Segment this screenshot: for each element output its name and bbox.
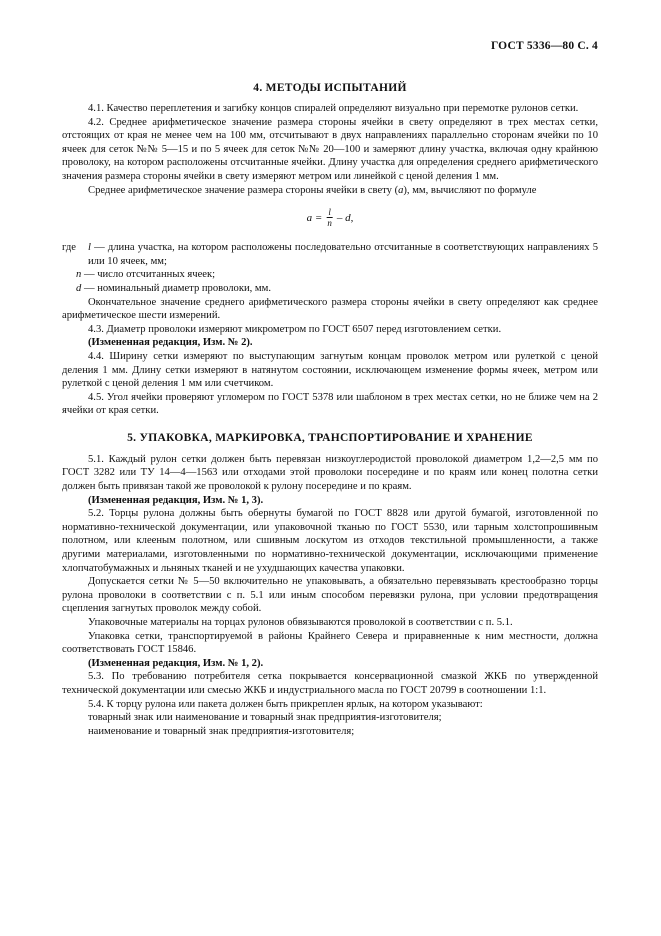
definition-n (62, 268, 598, 282)
paragraph-4-3: 4.3. Диаметр проволоки измеряют микрометром по ГОСТ 6507 перед изготовлением сетки. (88, 323, 502, 335)
formula (62, 197, 598, 241)
formula-denominator: n (327, 218, 332, 229)
paragraph-4-5: 4.5. Угол ячейки проверяют угломером по ГОСТ 5378 или шаблоном в трех местах сетки, но не ближе чем на 2 ячейки от края сетки. (62, 391, 598, 417)
formula-numerator: l (328, 207, 331, 218)
def-n-text: — число отсчитанных ячеек; (81, 269, 216, 281)
def-l-text: — длина участка, на котором расположены последовательно отсчитанные в соответствующих направлениях 5 или 10 ячеек, мм; (88, 242, 598, 267)
paragraph-5-2-d: Упаковка сетки, транспортируемой в районы Крайнего Севера и приравненные к ним местности, должна соответствовать ГОСТ 15846. (62, 630, 598, 656)
edit-note-5-1: (Измененная редакция, Изм. № 1, 3). (88, 494, 264, 506)
section-5-title: 5. УПАКОВКА, МАРКИРОВКА, ТРАНСПОРТИРОВАНИЕ И ХРАНЕНИЕ (127, 431, 533, 444)
formula-intro-b: ), мм, вычисляют по формуле (403, 184, 537, 196)
paragraph-5-2-b: Допускается сетки № 5—50 включительно не упаковывать, а обязательно перевязывать крестообразно торцы рулона проволоки в соответствии с п. 5.1 или иным способом перевязки рулона, при условии предотвращения сцепления загнутых проволок между собой. (62, 576, 598, 615)
def-l-var: l (88, 242, 91, 254)
formula-intro-a: Среднее арифметическое значение размера стороны ячейки в свету ( (88, 184, 399, 196)
paragraph-5-2: 5.2. Торцы рулона должны быть обернуты бумагой по ГОСТ 8828 или другой бумагой, изготовленной по нормативно-технической документации, или упаковочной тканью по ГОСТ 5530, или тарным холстопрошивным полотном, или клееным полотном, или сшивным лоскутом из отходов текстильной промышленности, а также другими материалами, изготовленными по нормативно-технической документации, исключающими применение хлопчатобумажных и льняных тканей и не ухудшающих качества упаковки. (62, 508, 598, 574)
paragraph-4-2: 4.2. Среднее арифметическое значение размера стороны ячейки в свету определяют в трех местах сетки, отстоящих от края не менее чем на 100 мм, отсчитывают в двух направлениях параллельно сторонам ячейки по 10 ячеек для сеток №№ 5—15 и по 5 ячеек для сеток №№ 20—100 и замеряют длину участка, включая одну крайнюю проволоку, на котором расположены отсчитанные ячейки. Длину участка для определения среднего арифметического значения размера стороны ячейки в свету измеряют метром или линейкой с ценой деления 1 мм. (62, 116, 598, 182)
paragraph-4-4: 4.4. Ширину сетки измеряют по выступающим загнутым концам проволок метром или рулеткой с ценой деления 1 мм. Длину сетки измеряют в натянутом состоянии, исключающем изменение формы ячеек, метром или рулеткой с ценой деления 1 мм или счетчиком. (62, 350, 598, 390)
formula-rhs: – d, (336, 211, 354, 224)
def-d-var: d (76, 282, 82, 294)
section-4-title: 4. МЕТОДЫ ИСПЫТАНИЙ (253, 82, 407, 94)
def-d-text: — номинальный диаметр проволоки, мм. (81, 282, 271, 294)
definition-l (62, 241, 598, 268)
definition-d (62, 282, 598, 296)
paragraph-5-3: 5.3. По требованию потребителя сетка покрывается консервационной смазкой ЖКБ по утвержденной технической документации или смесью ЖКБ и индустриального масла по ГОСТ 20799 в соотношении 1:1. (62, 671, 598, 696)
formula-fraction (325, 207, 334, 228)
list-item: наименование и товарный знак предприятия-изготовителя; (88, 725, 355, 737)
def-n-var: n (76, 269, 82, 281)
paragraph-4-1: 4.1. Качество переплетения и загибку концов спиралей определяют визуально при перемотке рулонов сетки. (88, 103, 579, 114)
list-item: товарный знак или наименование и товарный знак предприятия-изготовителя; (88, 712, 442, 724)
paragraph-5-4: 5.4. К торцу рулона или пакета должен быть прикреплен ярлык, на котором указывают: (88, 698, 483, 710)
paragraph-final-value: Окончательное значение среднего арифметического размера стороны ячейки в свету определяют как среднее арифметическое шести измерений. (62, 296, 598, 322)
paragraph-5-1: 5.1. Каждый рулон сетки должен быть перевязан низкоуглеродистой проволокой диаметром 1,2—2,5 мм по ГОСТ 3282 или ТУ 14—4—1563 или отходами этой проволоки посередине и по краям или конец полотна сетки должен быть привязан такой же проволокой к рулону посередине и по краям. (62, 453, 598, 493)
formula-intro (62, 184, 598, 198)
edit-note-5-2: (Измененная редакция, Изм. № 1, 2). (88, 657, 264, 669)
document-page (62, 40, 598, 738)
edit-note-4-3: (Измененная редакция, Изм. № 2). (88, 337, 253, 349)
formula-lhs: a = (306, 211, 323, 224)
formula-intro-var: a (398, 184, 404, 196)
page-header: ГОСТ 5336—80 С. 4 (490, 40, 598, 52)
paragraph-5-2-c: Упаковочные материалы на торцах рулонов обвязываются проволокой в соответствии с п. 5.1. (88, 617, 513, 628)
where-label: где (62, 242, 76, 254)
